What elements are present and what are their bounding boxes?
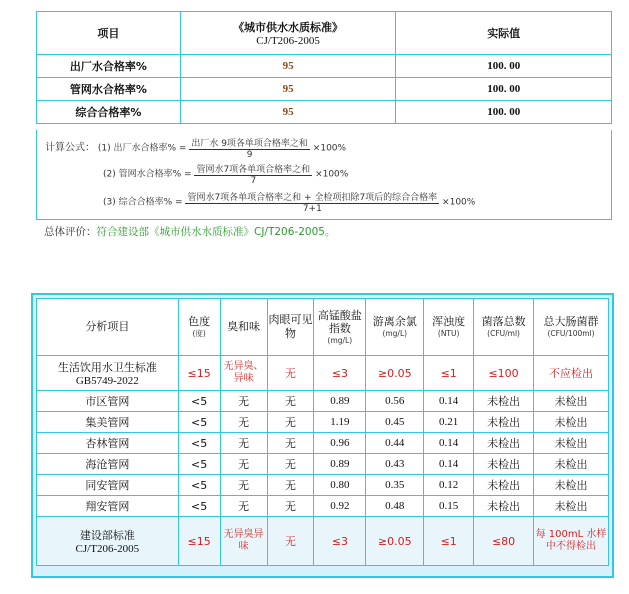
cell: 未检出 bbox=[474, 475, 534, 496]
row-name: 海沧管网 bbox=[37, 454, 179, 475]
table-row bbox=[37, 496, 609, 517]
row-name: 杏林管网 bbox=[37, 433, 179, 454]
formula-3-number: (3) bbox=[103, 197, 116, 208]
cell: 未检出 bbox=[534, 412, 609, 433]
row-actual: 100. 00 bbox=[396, 101, 612, 124]
row-standard: 95 bbox=[180, 55, 396, 78]
cell: <5 bbox=[178, 475, 220, 496]
cell: 0.43 bbox=[366, 454, 424, 475]
table-row bbox=[37, 55, 612, 78]
cell: 无异臭、异味 bbox=[220, 356, 267, 391]
table-row bbox=[37, 454, 609, 475]
standard-cj-row bbox=[37, 517, 609, 566]
row-name: 市区管网 bbox=[37, 391, 179, 412]
cell: 1.19 bbox=[314, 412, 366, 433]
cell: 0.12 bbox=[424, 475, 474, 496]
cell: 0.96 bbox=[314, 433, 366, 454]
row-actual: 100. 00 bbox=[396, 78, 612, 101]
table-row bbox=[37, 433, 609, 454]
cell: ≤3 bbox=[314, 517, 366, 566]
cell: 无 bbox=[220, 454, 267, 475]
formula-2 bbox=[103, 162, 348, 186]
header-item: 项目 bbox=[37, 12, 181, 55]
cell: 未检出 bbox=[534, 454, 609, 475]
formula-intro: 计算公式： bbox=[45, 142, 95, 154]
cell: ≤100 bbox=[474, 356, 534, 391]
row-label: 综合合格率% bbox=[37, 101, 181, 124]
formula-3-numerator: 管网水7项各单项合格率之和 + 全检项扣除7项后的综合合格率 bbox=[185, 190, 439, 204]
row-standard: 95 bbox=[180, 78, 396, 101]
cell: 无 bbox=[267, 356, 314, 391]
cell: 未检出 bbox=[474, 412, 534, 433]
cell: 未检出 bbox=[474, 433, 534, 454]
cell: ≤15 bbox=[178, 356, 220, 391]
table-row bbox=[37, 412, 609, 433]
row-name: 集美管网 bbox=[37, 412, 179, 433]
row-name: 翔安管网 bbox=[37, 496, 179, 517]
cell: 0.48 bbox=[366, 496, 424, 517]
cell: 无 bbox=[220, 475, 267, 496]
cell: <5 bbox=[178, 496, 220, 517]
header-standard-code: CJ/T206-2005 bbox=[256, 35, 320, 47]
row-actual: 100. 00 bbox=[396, 55, 612, 78]
header-actual: 实际值 bbox=[396, 12, 612, 55]
cell: ≥0.05 bbox=[366, 517, 424, 566]
cell: <5 bbox=[178, 454, 220, 475]
formula-2-lhs: 管网水合格率% = bbox=[118, 169, 195, 180]
formula-box bbox=[36, 130, 612, 220]
cell: 无 bbox=[267, 433, 314, 454]
table-row bbox=[37, 391, 609, 412]
cell: 无 bbox=[220, 412, 267, 433]
col-header: 臭和味 bbox=[220, 299, 267, 356]
cell: 无 bbox=[267, 412, 314, 433]
cell: ≤80 bbox=[474, 517, 534, 566]
cell: 0.44 bbox=[366, 433, 424, 454]
cell: 无 bbox=[220, 433, 267, 454]
formula-3-denominator: 7+1 bbox=[302, 204, 322, 214]
formula-2-denominator: 7 bbox=[250, 176, 257, 186]
cell: 无 bbox=[220, 496, 267, 517]
cell: ≤1 bbox=[424, 356, 474, 391]
col-header: 菌落总数 (CFU/ml) bbox=[474, 299, 534, 356]
header-standard bbox=[180, 12, 396, 55]
formula-1-number: (1) bbox=[97, 143, 111, 154]
cell: <5 bbox=[178, 412, 220, 433]
formula-2-tail: ×100% bbox=[315, 169, 349, 180]
cell: ≤1 bbox=[424, 517, 474, 566]
formula-1-numerator: 出厂水 9项各单项合格率之和 bbox=[189, 136, 310, 150]
cell: 0.92 bbox=[314, 496, 366, 517]
cell: 无 bbox=[267, 454, 314, 475]
summary-label: 总体评价： bbox=[44, 226, 97, 238]
col-header: 色度 (度) bbox=[178, 299, 220, 356]
cell: 0.89 bbox=[314, 391, 366, 412]
summary-text: 符合建设部《城市供水水质标准》CJ/T206-2005。 bbox=[96, 226, 336, 238]
cell: 未检出 bbox=[474, 391, 534, 412]
formula-3 bbox=[103, 190, 475, 214]
cell: 0.80 bbox=[314, 475, 366, 496]
col-header: 分析项目 bbox=[37, 299, 179, 356]
formula-3-tail: ×100% bbox=[442, 197, 476, 208]
cell: 0.21 bbox=[424, 412, 474, 433]
standard-gb-row bbox=[37, 356, 609, 391]
row-name: 同安管网 bbox=[37, 475, 179, 496]
cell: 未检出 bbox=[474, 496, 534, 517]
cell: <5 bbox=[178, 433, 220, 454]
formula-1-tail: ×100% bbox=[312, 143, 347, 154]
cell: 0.45 bbox=[366, 412, 424, 433]
analysis-table bbox=[36, 298, 609, 566]
col-header: 游离余氯 (mg/L) bbox=[366, 299, 424, 356]
cell: 未检出 bbox=[534, 433, 609, 454]
qualification-header-row bbox=[37, 12, 612, 55]
formula-1-denominator: 9 bbox=[246, 150, 253, 160]
formula-1 bbox=[45, 136, 346, 160]
standard-cj-name: 建设部标准 CJ/T206-2005 bbox=[37, 517, 179, 566]
cell: 无 bbox=[267, 475, 314, 496]
cell: 未检出 bbox=[534, 496, 609, 517]
formula-1-fraction bbox=[189, 136, 310, 160]
row-label: 管网水合格率% bbox=[37, 78, 181, 101]
cell: 0.15 bbox=[424, 496, 474, 517]
cell: 每 100mL 水样中不得检出 bbox=[534, 517, 609, 566]
formula-3-fraction bbox=[185, 190, 439, 214]
table-row bbox=[37, 78, 612, 101]
cell: 不应检出 bbox=[534, 356, 609, 391]
cell: 无 bbox=[267, 391, 314, 412]
qualification-table bbox=[36, 11, 612, 124]
col-header: 肉眼可见物 bbox=[267, 299, 314, 356]
cell: 未检出 bbox=[534, 391, 609, 412]
cell: 未检出 bbox=[474, 454, 534, 475]
data-rows bbox=[37, 391, 609, 517]
cell: 0.14 bbox=[424, 433, 474, 454]
standard-gb-name: 生活饮用水卫生标准 GB5749-2022 bbox=[37, 356, 179, 391]
formula-3-lhs: 综合合格率% = bbox=[118, 197, 186, 208]
cell: <5 bbox=[178, 391, 220, 412]
cell: ≥0.05 bbox=[366, 356, 424, 391]
formula-2-fraction bbox=[194, 162, 312, 186]
cell: 无 bbox=[267, 517, 314, 566]
cell: ≤3 bbox=[314, 356, 366, 391]
col-header: 高锰酸盐指数 (mg/L) bbox=[314, 299, 366, 356]
cell: 0.14 bbox=[424, 454, 474, 475]
formula-1-lhs: 出厂水合格率% = bbox=[113, 143, 190, 154]
header-standard-title: 《城市供水水质标准》 bbox=[233, 21, 344, 34]
cell: 0.35 bbox=[366, 475, 424, 496]
formula-2-numerator: 管网水7项各单项合格率之和 bbox=[194, 162, 312, 176]
col-header: 浑浊度 (NTU) bbox=[424, 299, 474, 356]
cell: 0.56 bbox=[366, 391, 424, 412]
cell: 无异臭异味 bbox=[220, 517, 267, 566]
cell: 未检出 bbox=[534, 475, 609, 496]
cell: 0.89 bbox=[314, 454, 366, 475]
formula-2-number: (2) bbox=[103, 169, 116, 180]
cell: 无 bbox=[220, 391, 267, 412]
table-row bbox=[37, 101, 612, 124]
row-standard: 95 bbox=[180, 101, 396, 124]
col-header: 总大肠菌群 (CFU/100ml) bbox=[534, 299, 609, 356]
cell: ≤15 bbox=[178, 517, 220, 566]
cell: 无 bbox=[267, 496, 314, 517]
table-row bbox=[37, 475, 609, 496]
analysis-header-row bbox=[37, 299, 609, 356]
overall-evaluation bbox=[44, 224, 335, 239]
cell: 0.14 bbox=[424, 391, 474, 412]
row-label: 出厂水合格率% bbox=[37, 55, 181, 78]
